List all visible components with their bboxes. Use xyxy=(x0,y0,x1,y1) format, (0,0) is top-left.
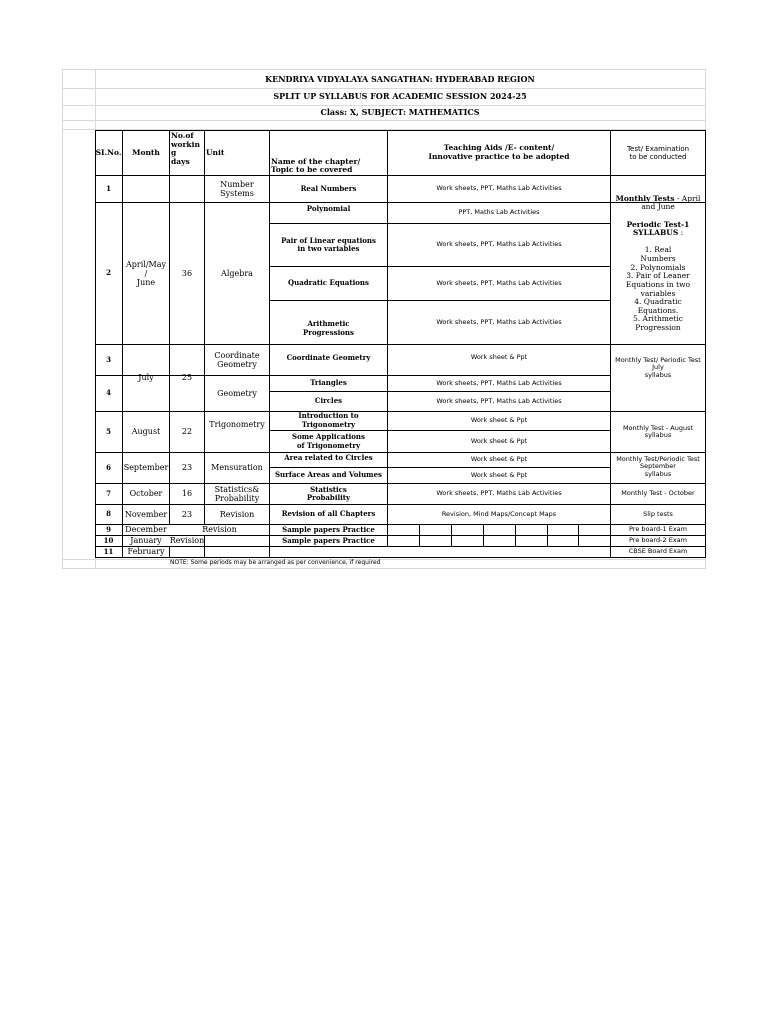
chapter-circles: Circles xyxy=(314,396,343,406)
header-working-days: No.of workin g days xyxy=(171,131,200,166)
slno-8: 8 xyxy=(106,509,111,519)
header-slno: SI.No. xyxy=(95,147,122,157)
aids-statistics: Work sheets, PPT, Maths Lab Activities xyxy=(436,489,562,498)
unit-mensuration: Mensuration xyxy=(211,463,263,473)
aids-ap: Work sheets, PPT, Maths Lab Activities xyxy=(436,317,562,326)
chapter-revision-all: Revision of all Chapters xyxy=(281,509,376,519)
aids-linear-equations: Work sheets, PPT, Maths Lab Activities xyxy=(436,240,562,249)
test-august: Monthly Test - August syllabus xyxy=(622,423,694,439)
test-september: Monthly Test/Periodic Test September syllabus xyxy=(616,454,700,478)
aids-revision: Revision, Mind Maps/Concept Maps xyxy=(441,509,557,518)
slno-10: 10 xyxy=(103,535,114,545)
aids-circles: Work sheets, PPT, Maths Lab Activities xyxy=(436,396,562,405)
month-february: February xyxy=(127,547,165,557)
chapter-arithmetic-progressions: Arithmetic Progressions xyxy=(303,319,354,337)
month-january: January xyxy=(130,536,162,546)
slno-7: 7 xyxy=(106,488,111,498)
org-title: KENDRIYA VIDYALAYA SANGATHAN: HYDERABAD REGION xyxy=(265,73,535,84)
unit-trigonometry: Trigonometry xyxy=(209,419,265,429)
class-subject-title: Class: X, SUBJECT: MATHEMATICS xyxy=(320,107,480,118)
periodic-test-colon: : xyxy=(678,228,684,238)
month-october: October xyxy=(129,489,163,499)
days-november: 23 xyxy=(181,509,193,519)
chapter-intro-trigonometry: Introduction to Trigonometry xyxy=(298,411,359,429)
header-unit: Unit xyxy=(206,147,225,157)
aids-quadratic: Work sheets, PPT, Maths Lab Activities xyxy=(436,278,562,287)
unit-revision: Revision xyxy=(219,509,255,519)
chapter-applications-trigonometry: Some Applications of Trigonometry xyxy=(292,432,365,450)
chapter-sample-papers-jan: Sample papers Practice xyxy=(282,535,375,545)
days-august: 22 xyxy=(181,427,193,437)
unit-december-revision: Revision xyxy=(202,525,237,535)
aids-coordinate-geometry: Work sheet & Ppt xyxy=(470,353,528,362)
syllabus-sheet xyxy=(62,69,706,569)
days-october: 16 xyxy=(181,489,193,499)
monthly-tests-label: Monthly Tests xyxy=(615,193,675,203)
footer-note: NOTE: Some periods may be arranged as per convenience, if required xyxy=(170,558,381,566)
test-december: Pre board-1 Exam xyxy=(629,525,687,534)
slno-4: 4 xyxy=(106,388,111,398)
days-september: 23 xyxy=(181,463,193,473)
unit-geometry: Geometry xyxy=(217,388,257,398)
test-october: Monthly Test - October xyxy=(621,489,695,498)
chapter-surface-areas: Surface Areas and Volumes xyxy=(275,470,382,480)
chapter-linear-equations: Pair of Linear equations in two variables xyxy=(281,235,376,253)
month-september: September xyxy=(123,463,169,473)
header-test: Test/ Examination to be conducted xyxy=(626,144,690,161)
slno-6: 6 xyxy=(106,462,111,472)
test-april-june-block xyxy=(611,186,705,332)
month-july: July xyxy=(138,373,154,383)
month-november: November xyxy=(124,509,168,519)
monthly-tests-rest: - April and June xyxy=(641,193,701,212)
unit-statistics-probability: Statistics& Probability xyxy=(214,484,260,503)
chapter-area-circles: Area related to Circles xyxy=(284,453,373,463)
aids-surface-areas: Work sheet & Ppt xyxy=(470,470,528,479)
aids-area-circles: Work sheet & Ppt xyxy=(470,455,528,464)
month-apr-may-june: April/May / June xyxy=(125,259,166,288)
slno-11: 11 xyxy=(103,546,114,556)
periodic-test-syllabus-list: 1. Real Numbers 2. Polynomials 3. Pair of Leaner Equations in two variables 4. Quadratic Equations. 5. Arithmetic Progression xyxy=(625,245,691,332)
test-november: Slip tests xyxy=(643,509,673,518)
header-teaching-aids: Teaching Aids /E- content/ Innovative practice to be adopted xyxy=(428,143,570,161)
chapter-sample-papers-dec: Sample papers Practice xyxy=(282,524,375,534)
chapter-statistics-probability: Statistics Probability xyxy=(306,484,351,502)
slno-5: 5 xyxy=(106,426,111,436)
aids-intro-trig: Work sheet & Ppt xyxy=(470,415,528,424)
test-july: Monthly Test/ Periodic Test July syllabus xyxy=(615,356,701,379)
slno-3: 3 xyxy=(106,354,111,364)
chapter-quadratic-equations: Quadratic Equations xyxy=(288,278,369,288)
test-january: Pre board-2 Exam xyxy=(629,536,687,545)
days-apr-may-june: 36 xyxy=(181,268,193,278)
month-december: December xyxy=(125,525,167,535)
header-chapter: Name of the chapter/ Topic to be covered xyxy=(271,156,361,175)
session-title: SPLIT UP SYLLABUS FOR ACADEMIC SESSION 2024-25 xyxy=(273,91,527,102)
unit-algebra: Algebra xyxy=(221,268,253,278)
aids-triangles: Work sheets, PPT, Maths Lab Activities xyxy=(436,378,562,387)
chapter-coordinate-geometry: Coordinate Geometry xyxy=(286,352,371,362)
chapter-polynomial: Polynomial xyxy=(306,203,351,213)
chapter-triangles: Triangles xyxy=(310,378,347,388)
periodic-test-label: Periodic Test-1 SYLLABUS xyxy=(626,219,690,238)
aids-apps-trig: Work sheet & Ppt xyxy=(470,436,528,445)
test-february: CBSE Board Exam xyxy=(628,547,688,556)
slno-2: 2 xyxy=(106,268,111,278)
chapter-real-numbers: Real Numbers xyxy=(300,183,357,193)
unit-coordinate-geometry: Coordinate Geometry xyxy=(214,350,260,369)
days-july: 25 xyxy=(181,373,193,383)
month-august: August xyxy=(131,427,161,437)
slno-1: 1 xyxy=(106,183,111,193)
header-month: Month xyxy=(132,147,160,157)
aids-polynomial: PPT, Maths Lab Activities xyxy=(458,208,540,217)
unit-number-systems: Number Systems xyxy=(220,179,254,198)
slno-9: 9 xyxy=(106,524,111,534)
unit-january-revision: Revision xyxy=(169,536,205,546)
aids-real-numbers: Work sheets, PPT, Maths Lab Activities xyxy=(436,184,562,193)
